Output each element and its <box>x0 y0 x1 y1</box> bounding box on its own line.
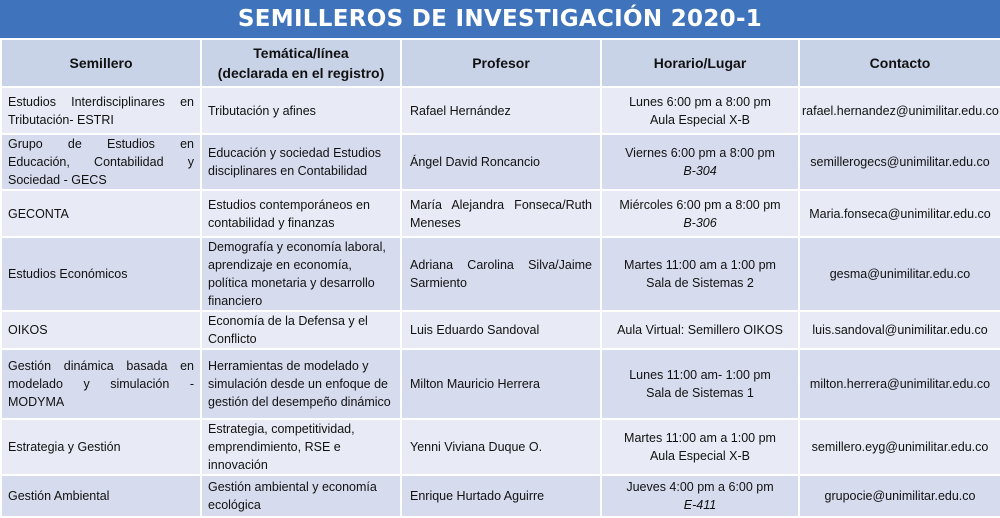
cell-horario <box>601 87 799 134</box>
cell-profesor: Yenni Viviana Duque O. <box>401 419 601 475</box>
header-row <box>1 39 1000 87</box>
horario-dia: Lunes 6:00 pm a 8:00 pm <box>629 94 771 109</box>
table-row <box>1 190 1000 237</box>
cell-semillero: Estudios Interdisciplinares en Tributación- ESTRI <box>1 87 201 134</box>
semilleros-table <box>0 38 1000 518</box>
horario-lugar: Sala de Sistemas 1 <box>646 386 754 400</box>
cell-semillero: OIKOS <box>1 311 201 349</box>
cell-horario <box>601 190 799 237</box>
cell-tematica: Demografía y economía laboral, aprendizaje en economía, política monetaria y desarrollo financiero <box>201 237 401 311</box>
horario-dia: Viernes 6:00 pm a 8:00 pm <box>625 146 775 160</box>
header-profesor: Profesor <box>401 39 601 87</box>
cell-contacto: gesma@unimilitar.edu.co <box>799 237 1000 311</box>
horario-lugar: B-304 <box>683 164 717 178</box>
cell-profesor: Adriana Carolina Silva/Jaime Sarmiento <box>401 237 601 311</box>
cell-tematica: Economía de la Defensa y el Conflicto <box>201 311 401 349</box>
cell-contacto: rafael.hernandez@unimilitar.edu.co <box>799 87 1000 134</box>
horario-lugar: Aula Especial X-B <box>649 112 751 127</box>
cell-contacto: semillerogecs@unimilitar.edu.co <box>799 134 1000 190</box>
cell-horario <box>601 237 799 311</box>
horario-lugar: B-306 <box>683 215 717 230</box>
header-tematica-line-2: (declarada en el registro) <box>217 65 385 81</box>
table-row <box>1 475 1000 517</box>
cell-contacto: grupocie@unimilitar.edu.co <box>799 475 1000 517</box>
cell-semillero: Estudios Económicos <box>1 237 201 311</box>
cell-profesor: Milton Mauricio Herrera <box>401 349 601 419</box>
cell-horario <box>601 475 799 517</box>
cell-horario <box>601 311 799 349</box>
table-row <box>1 237 1000 311</box>
cell-contacto: semillero.eyg@unimilitar.edu.co <box>799 419 1000 475</box>
cell-horario <box>601 134 799 190</box>
cell-semillero: Estrategia y Gestión <box>1 419 201 475</box>
cell-contacto: luis.sandoval@unimilitar.edu.co <box>799 311 1000 349</box>
table-row <box>1 134 1000 190</box>
table-row <box>1 419 1000 475</box>
header-tematica <box>201 39 401 87</box>
header-semillero: Semillero <box>1 39 201 87</box>
cell-tematica: Gestión ambiental y economía ecológica <box>201 475 401 517</box>
horario-lugar: E-411 <box>683 498 717 512</box>
header-horario: Horario/Lugar <box>601 39 799 87</box>
cell-profesor: Enrique Hurtado Aguirre <box>401 475 601 517</box>
header-contacto: Contacto <box>799 39 1000 87</box>
cell-contacto: Maria.fonseca@unimilitar.edu.co <box>799 190 1000 237</box>
header-tematica-line-1: Temática/línea <box>253 45 349 61</box>
cell-tematica: Tributación y afines <box>201 87 401 134</box>
cell-semillero: Grupo de Estudios en Educación, Contabilidad y Sociedad - GECS <box>1 134 201 190</box>
cell-tematica: Herramientas de modelado y simulación desde un enfoque de gestión del desempeño dinámico <box>201 349 401 419</box>
horario-dia: Martes 11:00 am a 1:00 pm <box>624 258 776 272</box>
table-row <box>1 349 1000 419</box>
cell-semillero: Gestión dinámica basada en modelado y simulación -MODYMA <box>1 349 201 419</box>
cell-profesor: Luis Eduardo Sandoval <box>401 311 601 349</box>
horario-dia: Lunes 11:00 am- 1:00 pm <box>629 368 771 382</box>
cell-tematica: Estudios contemporáneos en contabilidad y finanzas <box>201 190 401 237</box>
horario-dia: Aula Virtual: Semillero OIKOS <box>617 323 783 337</box>
cell-profesor: María Alejandra Fonseca/Ruth Meneses <box>401 190 601 237</box>
cell-tematica: Educación y sociedad Estudios disciplinares en Contabilidad <box>201 134 401 190</box>
cell-profesor: Ángel David Roncancio <box>401 134 601 190</box>
cell-semillero: Gestión Ambiental <box>1 475 201 517</box>
page-title: SEMILLEROS DE INVESTIGACIÓN 2020-1 <box>0 0 1000 38</box>
table-row <box>1 311 1000 349</box>
cell-horario <box>601 419 799 475</box>
cell-semillero: GECONTA <box>1 190 201 237</box>
table-row <box>1 87 1000 134</box>
cell-tematica: Estrategia, competitividad, emprendimiento, RSE e innovación <box>201 419 401 475</box>
horario-dia: Martes 11:00 am a 1:00 pm <box>624 431 776 445</box>
cell-profesor: Rafael Hernández <box>401 87 601 134</box>
cell-contacto: milton.herrera@unimilitar.edu.co <box>799 349 1000 419</box>
horario-lugar: Aula Especial X-B <box>649 449 751 463</box>
cell-horario <box>601 349 799 419</box>
horario-dia: Jueves 4:00 pm a 6:00 pm <box>626 480 774 494</box>
horario-lugar: Sala de Sistemas 2 <box>646 276 754 290</box>
horario-dia: Miércoles 6:00 pm a 8:00 pm <box>619 197 781 212</box>
